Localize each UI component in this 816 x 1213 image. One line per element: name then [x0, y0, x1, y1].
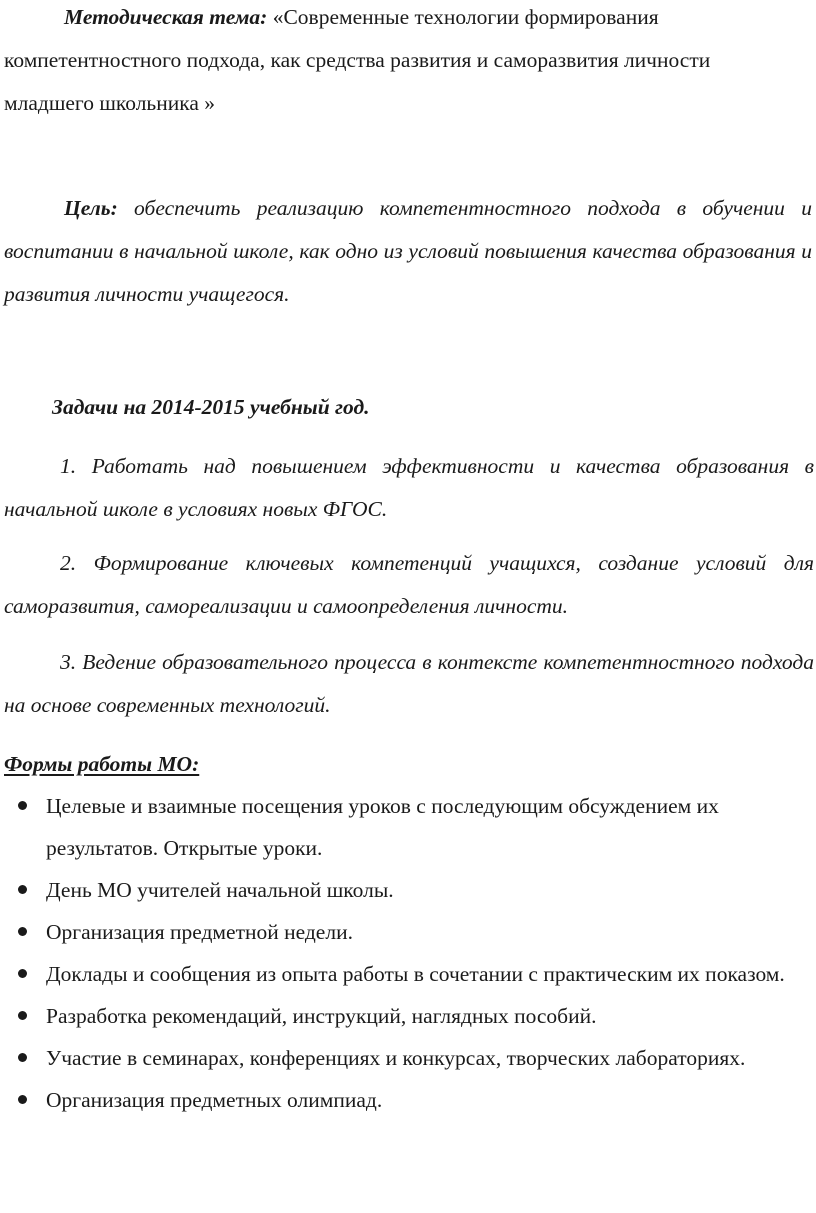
goal-section [4, 187, 812, 316]
bullet-icon [18, 1053, 27, 1062]
goal-text: обеспечить реализацию компетентностного подхода в обучении и воспитании в начальной школе, как одно из условий повышения качества образования и развития личности учащегося. [4, 196, 812, 306]
bullet-icon [18, 1095, 27, 1104]
methodical-theme-text-rest: компетентностного подхода, как средства развития и саморазвития личности младшего школьника » [4, 48, 711, 115]
tasks-title: Задачи на 2014-2015 учебный год. [52, 395, 370, 419]
methodical-theme-text-start: «Современные технологии формирования [267, 5, 659, 29]
task-item-1: 1. Работать над повышением эффективности и качества образования в начальной школе в условиях новых ФГОС. [4, 454, 814, 521]
list-item-text: Участие в семинарах, конференциях и конкурсах, творческих лабораториях. [46, 1046, 746, 1070]
list-item-text: Целевые и взаимные посещения уроков с последующим обсуждением их результатов. Открытые уроки. [46, 794, 719, 860]
goal-label: Цель: [64, 196, 118, 220]
goal-paragraph [4, 187, 812, 316]
methodical-theme-line [4, 0, 812, 39]
bullet-icon [18, 927, 27, 936]
list-item [0, 1079, 800, 1121]
bullet-icon [18, 1011, 27, 1020]
list-item-text: Организация предметной недели. [46, 920, 353, 944]
list-item [0, 869, 800, 911]
list-item-text: Доклады и сообщения из опыта работы в сочетании с практическим их показом. [46, 962, 785, 986]
bullet-icon [18, 801, 27, 810]
task-item-2: 2. Формирование ключевых компетенций учащихся, создание условий для саморазвития, самореализации и самоопределения личности. [4, 551, 814, 618]
list-item [0, 953, 800, 995]
list-item [0, 1037, 800, 1079]
list-item-text: Организация предметных олимпиад. [46, 1088, 383, 1112]
list-item-text: Разработка рекомендаций, инструкций, наглядных пособий. [46, 1004, 597, 1028]
list-item [0, 911, 800, 953]
methodical-theme [4, 0, 812, 125]
list-item [0, 785, 800, 869]
forms-list [0, 785, 800, 1121]
bullet-icon [18, 885, 27, 894]
bullet-icon [18, 969, 27, 978]
forms-title: Формы работы МО: [4, 752, 200, 776]
list-item-text: День МО учителей начальной школы. [46, 878, 394, 902]
task-item-3: 3. Ведение образовательного процесса в контексте компетентностного подхода на основе современных технологий. [4, 650, 814, 717]
list-item [0, 995, 800, 1037]
methodical-theme-label: Методическая тема: [64, 5, 268, 29]
